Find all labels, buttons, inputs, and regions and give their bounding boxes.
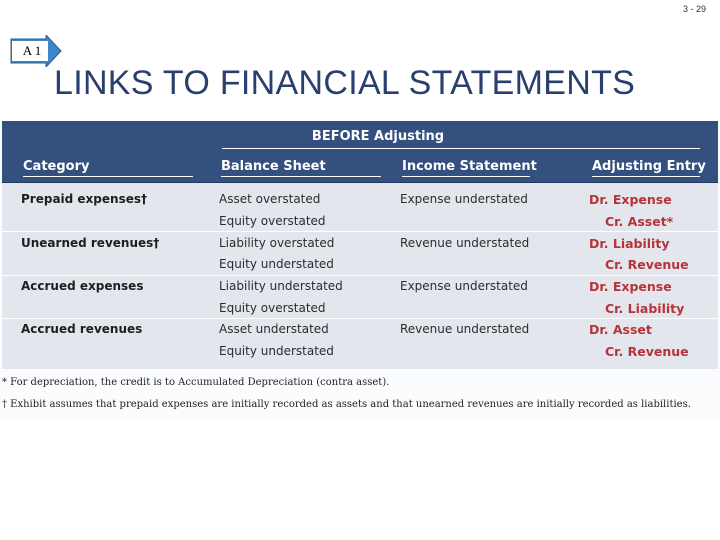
- row-category: Prepaid expenses†: [21, 192, 147, 206]
- column-underline-category: [23, 176, 193, 177]
- column-underline-income-statement: [402, 176, 530, 177]
- row-income-statement: Expense understated: [400, 192, 528, 206]
- row-adjusting-credit: Cr. Revenue: [605, 344, 689, 359]
- row-balance-sheet-line1: Liability understated: [219, 279, 343, 293]
- row-adjusting-credit: Cr. Revenue: [605, 257, 689, 272]
- row-divider: [2, 318, 718, 319]
- row-balance-sheet-line2: Equity overstated: [219, 301, 326, 315]
- column-header-category: Category: [23, 159, 90, 174]
- row-adjusting-debit: Dr. Expense: [589, 279, 672, 294]
- banner-underline: [222, 148, 700, 149]
- table-header: [2, 121, 718, 183]
- row-income-statement: Expense understated: [400, 279, 528, 293]
- column-underline-balance-sheet: [221, 176, 381, 177]
- row-balance-sheet-line1: Liability overstated: [219, 236, 335, 250]
- table-body: [2, 183, 718, 369]
- tag-label: A 1: [22, 43, 42, 58]
- exhibit-table: [0, 121, 720, 419]
- slide-number: 3 - 29: [682, 4, 706, 14]
- slide-title: LINKS TO FINANCIAL STATEMENTS: [54, 64, 636, 102]
- row-balance-sheet-line1: Asset overstated: [219, 192, 321, 206]
- column-underline-adjusting-entry: [592, 176, 700, 177]
- arrow-tag: [10, 35, 62, 67]
- row-adjusting-credit: Cr. Asset*: [605, 214, 674, 229]
- row-adjusting-credit: Cr. Liability: [605, 301, 685, 316]
- row-adjusting-debit: Dr. Expense: [589, 192, 672, 207]
- row-income-statement: Revenue understated: [400, 236, 530, 250]
- column-header-balance-sheet: Balance Sheet: [221, 159, 326, 174]
- row-balance-sheet-line2: Equity understated: [219, 257, 334, 271]
- footnote-depreciation: * For depreciation, the credit is to Accumulated Depreciation (contra asset).: [2, 377, 390, 388]
- row-adjusting-debit: Dr. Asset: [589, 322, 652, 337]
- row-adjusting-debit: Dr. Liability: [589, 236, 670, 251]
- footnote-exhibit-assumption: † Exhibit assumes that prepaid expenses are initially recorded as assets and that unearned revenues are initially recorded as liabilities.: [2, 399, 691, 410]
- row-category: Accrued expenses: [21, 279, 144, 293]
- column-header-income-statement: Income Statement: [402, 159, 537, 174]
- row-balance-sheet-line1: Asset understated: [219, 322, 329, 336]
- row-balance-sheet-line2: Equity overstated: [219, 214, 326, 228]
- banner-before-adjusting: BEFORE Adjusting: [311, 129, 445, 144]
- row-income-statement: Revenue understated: [400, 322, 530, 336]
- row-category: Unearned revenues†: [21, 236, 160, 250]
- row-category: Accrued revenues: [21, 322, 143, 336]
- row-divider: [2, 275, 718, 276]
- row-balance-sheet-line2: Equity understated: [219, 344, 334, 358]
- row-divider: [2, 231, 718, 232]
- column-header-adjusting-entry: Adjusting Entry: [592, 159, 706, 174]
